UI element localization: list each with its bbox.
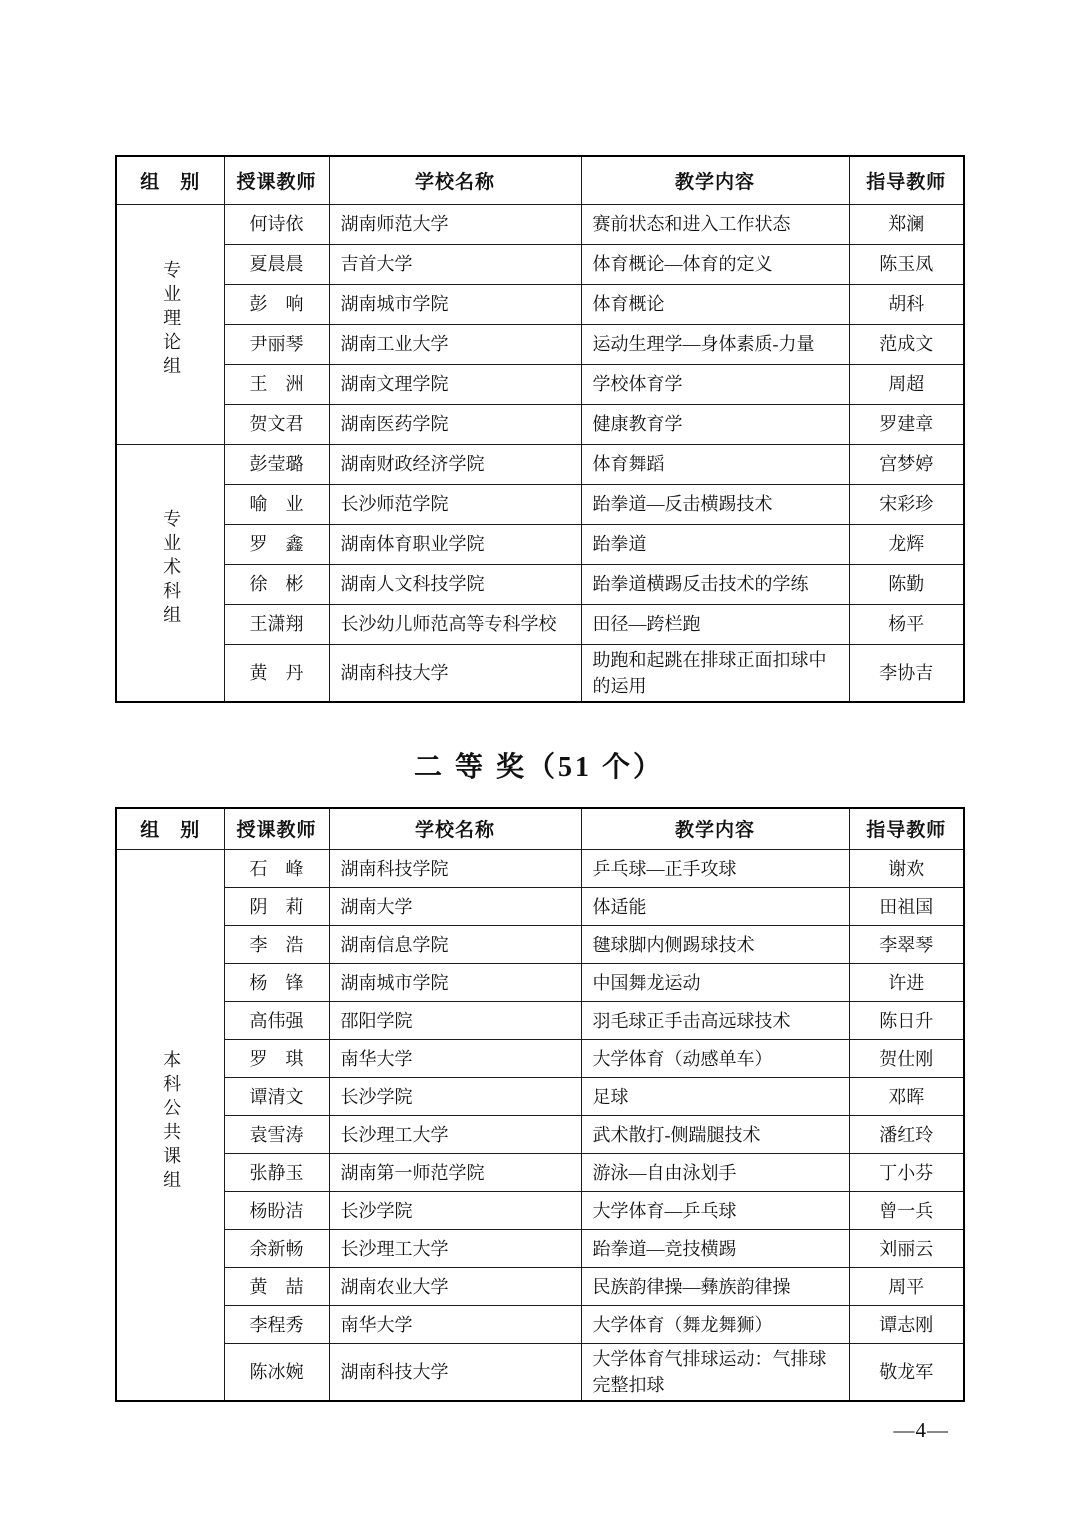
- teaching-content-cell: 武术散打-侧踹腿技术: [581, 1116, 849, 1154]
- advisor-name-cell: 宋彩珍: [849, 484, 964, 524]
- group-label-cell: [116, 444, 224, 702]
- advisor-name-cell: 郑澜: [849, 204, 964, 244]
- school-name-cell: 吉首大学: [329, 244, 581, 284]
- advisor-name-cell: 田祖国: [849, 888, 964, 926]
- school-name-cell: 湖南第一师范学院: [329, 1154, 581, 1192]
- group-label: 专业术科组: [161, 509, 182, 630]
- table-row: [116, 604, 964, 644]
- teaching-content-cell: 赛前状态和进入工作状态: [581, 204, 849, 244]
- teacher-name-cell: 罗 琪: [224, 1040, 329, 1078]
- teaching-content-cell: 运动生理学—身体素质-力量: [581, 324, 849, 364]
- advisor-name-cell: 罗建章: [849, 404, 964, 444]
- teaching-content-cell: 田径—跨栏跑: [581, 604, 849, 644]
- teaching-content-cell: 助跑和起跳在排球正面扣球中的运用: [581, 644, 849, 702]
- teaching-content-cell: 体育概论: [581, 284, 849, 324]
- table-row: [116, 1344, 964, 1402]
- teacher-name-cell: 杨盼洁: [224, 1192, 329, 1230]
- table-row: [116, 1078, 964, 1116]
- advisor-name-cell: 潘红玲: [849, 1116, 964, 1154]
- table-row: [116, 888, 964, 926]
- school-name-cell: 湖南师范大学: [329, 204, 581, 244]
- table-row: [116, 1192, 964, 1230]
- table-row: [116, 1002, 964, 1040]
- school-name-cell: 南华大学: [329, 1040, 581, 1078]
- column-header: 指导教师: [849, 156, 964, 204]
- advisor-name-cell: 周平: [849, 1268, 964, 1306]
- teaching-content-cell: 跆拳道—反击横踢技术: [581, 484, 849, 524]
- school-name-cell: 长沙理工大学: [329, 1116, 581, 1154]
- teaching-content-cell: 体适能: [581, 888, 849, 926]
- teaching-content-cell: 游泳—自由泳划手: [581, 1154, 849, 1192]
- advisor-name-cell: 丁小芬: [849, 1154, 964, 1192]
- teacher-name-cell: 夏晨晨: [224, 244, 329, 284]
- table-row: [116, 444, 964, 484]
- column-header: 授课教师: [224, 156, 329, 204]
- school-name-cell: 长沙理工大学: [329, 1230, 581, 1268]
- school-name-cell: 湖南科技学院: [329, 850, 581, 888]
- teaching-content-cell: 大学体育—乒乓球: [581, 1192, 849, 1230]
- advisor-name-cell: 陈玉凤: [849, 244, 964, 284]
- school-name-cell: 湖南人文科技学院: [329, 564, 581, 604]
- teacher-name-cell: 石 峰: [224, 850, 329, 888]
- table-row: [116, 564, 964, 604]
- column-header: 教学内容: [581, 808, 849, 850]
- school-name-cell: 湖南城市学院: [329, 964, 581, 1002]
- column-header: 指导教师: [849, 808, 964, 850]
- teaching-content-cell: 体育舞蹈: [581, 444, 849, 484]
- teaching-content-cell: 中国舞龙运动: [581, 964, 849, 1002]
- table-row: [116, 324, 964, 364]
- advisor-name-cell: 宫梦婷: [849, 444, 964, 484]
- header-row: [116, 808, 964, 850]
- column-header: 组 别: [116, 808, 224, 850]
- teacher-name-cell: 黄 丹: [224, 644, 329, 702]
- school-name-cell: 湖南大学: [329, 888, 581, 926]
- teaching-content-cell: 大学体育（舞龙舞狮）: [581, 1306, 849, 1344]
- teacher-name-cell: 尹丽琴: [224, 324, 329, 364]
- teacher-name-cell: 何诗依: [224, 204, 329, 244]
- table-row: [116, 850, 964, 888]
- advisor-name-cell: 陈日升: [849, 1002, 964, 1040]
- school-name-cell: 湖南科技大学: [329, 644, 581, 702]
- teacher-name-cell: 喻 业: [224, 484, 329, 524]
- table-row: [116, 644, 964, 702]
- school-name-cell: 湖南农业大学: [329, 1268, 581, 1306]
- school-name-cell: 长沙学院: [329, 1078, 581, 1116]
- advisor-name-cell: 李协吉: [849, 644, 964, 702]
- teacher-name-cell: 张静玉: [224, 1154, 329, 1192]
- first-prize-table: [115, 155, 965, 703]
- group-label-cell: [116, 204, 224, 444]
- advisor-name-cell: 谭志刚: [849, 1306, 964, 1344]
- advisor-name-cell: 杨平: [849, 604, 964, 644]
- teaching-content-cell: 健康教育学: [581, 404, 849, 444]
- group-label: 专业理论组: [161, 260, 182, 381]
- table-row: [116, 1268, 964, 1306]
- teacher-name-cell: 徐 彬: [224, 564, 329, 604]
- teaching-content-cell: 体育概论—体育的定义: [581, 244, 849, 284]
- teaching-content-cell: 学校体育学: [581, 364, 849, 404]
- teacher-name-cell: 彭莹璐: [224, 444, 329, 484]
- school-name-cell: 湖南医药学院: [329, 404, 581, 444]
- table-row: [116, 1306, 964, 1344]
- teacher-name-cell: 王潇翔: [224, 604, 329, 644]
- teacher-name-cell: 贺文君: [224, 404, 329, 444]
- table-row: [116, 484, 964, 524]
- advisor-name-cell: 许进: [849, 964, 964, 1002]
- advisor-name-cell: 周超: [849, 364, 964, 404]
- teaching-content-cell: 跆拳道—竞技横踢: [581, 1230, 849, 1268]
- advisor-name-cell: 陈勤: [849, 564, 964, 604]
- teaching-content-cell: 毽球脚内侧踢球技术: [581, 926, 849, 964]
- table-row: [116, 1154, 964, 1192]
- school-name-cell: 湖南文理学院: [329, 364, 581, 404]
- school-name-cell: 湖南体育职业学院: [329, 524, 581, 564]
- school-name-cell: 湖南科技大学: [329, 1344, 581, 1402]
- teaching-content-cell: 跆拳道横踢反击技术的学练: [581, 564, 849, 604]
- advisor-name-cell: 曾一兵: [849, 1192, 964, 1230]
- header-row: [116, 156, 964, 204]
- teacher-name-cell: 王 洲: [224, 364, 329, 404]
- school-name-cell: 湖南财政经济学院: [329, 444, 581, 484]
- group-label: 本科公共课组: [161, 1049, 182, 1194]
- school-name-cell: 邵阳学院: [329, 1002, 581, 1040]
- table-row: [116, 404, 964, 444]
- school-name-cell: 长沙师范学院: [329, 484, 581, 524]
- school-name-cell: 长沙学院: [329, 1192, 581, 1230]
- table-row: [116, 1040, 964, 1078]
- advisor-name-cell: 范成文: [849, 324, 964, 364]
- advisor-name-cell: 胡科: [849, 284, 964, 324]
- teacher-name-cell: 阴 莉: [224, 888, 329, 926]
- second-prize-table: [115, 807, 965, 1403]
- teacher-name-cell: 陈冰婉: [224, 1344, 329, 1402]
- teaching-content-cell: 足球: [581, 1078, 849, 1116]
- table-row: [116, 1230, 964, 1268]
- teacher-name-cell: 杨 锋: [224, 964, 329, 1002]
- teaching-content-cell: 羽毛球正手击高远球技术: [581, 1002, 849, 1040]
- column-header: 学校名称: [329, 156, 581, 204]
- teaching-content-cell: 跆拳道: [581, 524, 849, 564]
- teaching-content-cell: 民族韵律操—彝族韵律操: [581, 1268, 849, 1306]
- table-row: [116, 284, 964, 324]
- teaching-content-cell: 大学体育（动感单车）: [581, 1040, 849, 1078]
- advisor-name-cell: 李翠琴: [849, 926, 964, 964]
- school-name-cell: 南华大学: [329, 1306, 581, 1344]
- column-header: 学校名称: [329, 808, 581, 850]
- teacher-name-cell: 袁雪涛: [224, 1116, 329, 1154]
- school-name-cell: 湖南工业大学: [329, 324, 581, 364]
- advisor-name-cell: 邓晖: [849, 1078, 964, 1116]
- teacher-name-cell: 罗 鑫: [224, 524, 329, 564]
- group-label-cell: [116, 850, 224, 1402]
- table-row: [116, 964, 964, 1002]
- advisor-name-cell: 刘丽云: [849, 1230, 964, 1268]
- teacher-name-cell: 黄 喆: [224, 1268, 329, 1306]
- teacher-name-cell: 李 浩: [224, 926, 329, 964]
- teaching-content-cell: 乒乓球—正手攻球: [581, 850, 849, 888]
- advisor-name-cell: 贺仕刚: [849, 1040, 964, 1078]
- teacher-name-cell: 谭清文: [224, 1078, 329, 1116]
- school-name-cell: 湖南信息学院: [329, 926, 581, 964]
- column-header: 授课教师: [224, 808, 329, 850]
- school-name-cell: 湖南城市学院: [329, 284, 581, 324]
- school-name-cell: 长沙幼儿师范高等专科学校: [329, 604, 581, 644]
- teacher-name-cell: 高伟强: [224, 1002, 329, 1040]
- table-row: [116, 204, 964, 244]
- table-row: [116, 244, 964, 284]
- teacher-name-cell: 彭 响: [224, 284, 329, 324]
- column-header: 组 别: [116, 156, 224, 204]
- column-header: 教学内容: [581, 156, 849, 204]
- advisor-name-cell: 谢欢: [849, 850, 964, 888]
- advisor-name-cell: 敬龙军: [849, 1344, 964, 1402]
- table-row: [116, 524, 964, 564]
- table-row: [116, 926, 964, 964]
- table-row: [116, 1116, 964, 1154]
- page-number: —4—: [893, 1418, 949, 1443]
- teacher-name-cell: 李程秀: [224, 1306, 329, 1344]
- advisor-name-cell: 龙辉: [849, 524, 964, 564]
- table-row: [116, 364, 964, 404]
- teaching-content-cell: 大学体育气排球运动：气排球完整扣球: [581, 1344, 849, 1402]
- second-prize-title: 二 等 奖（51 个）: [413, 751, 664, 783]
- teacher-name-cell: 余新畅: [224, 1230, 329, 1268]
